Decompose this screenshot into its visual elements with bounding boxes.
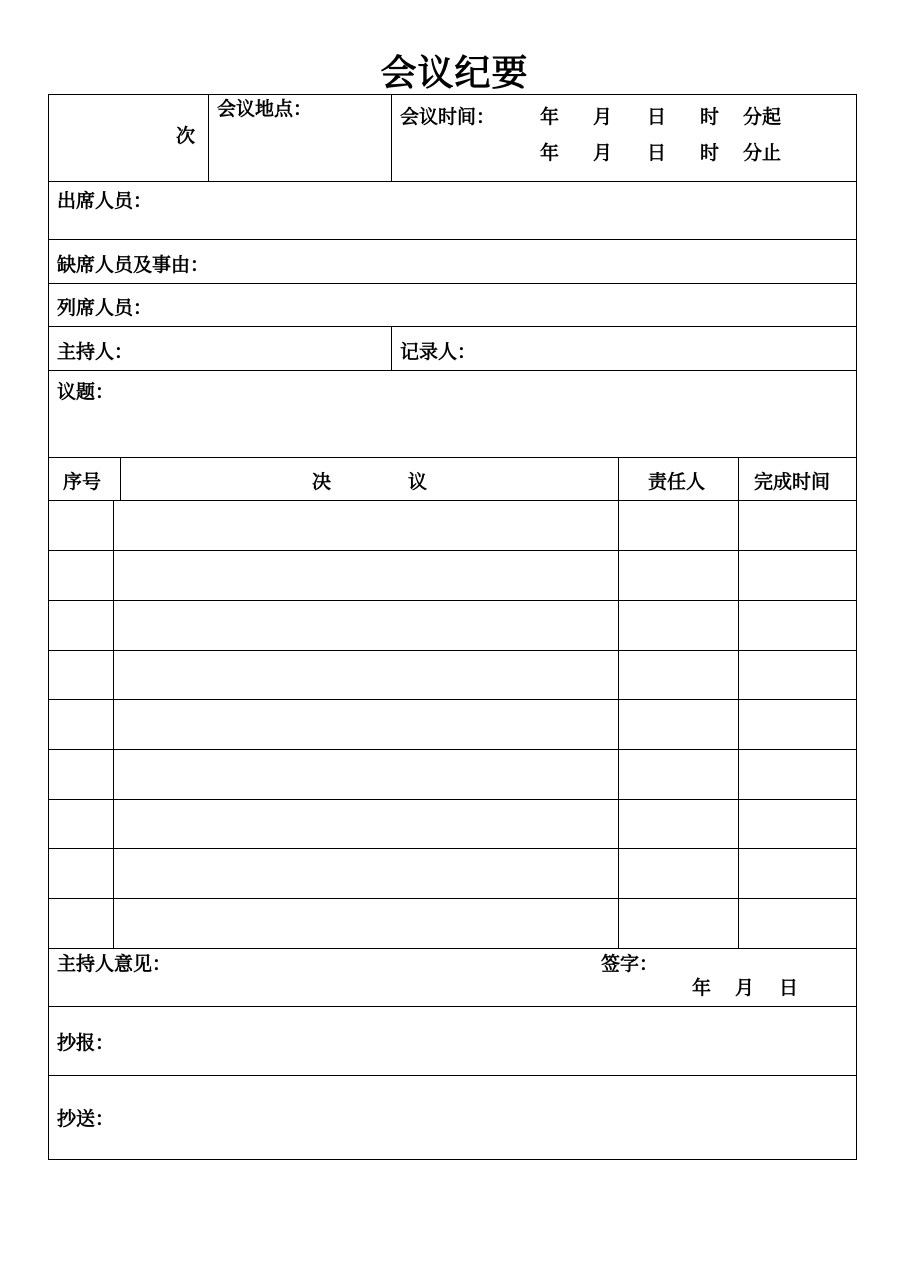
topic-label: 议题： (57, 381, 115, 403)
sign-month: 月 (735, 977, 755, 999)
col-owner-header: 责任人 (648, 471, 706, 493)
start-minute: 分起 (743, 106, 782, 128)
observers-label: 列席人员： (57, 297, 153, 319)
border-bottom (48, 1159, 857, 1160)
rule (48, 283, 857, 284)
attendees-label: 出席人员： (57, 190, 153, 212)
rule (48, 799, 857, 800)
border-top (48, 94, 857, 95)
end-day: 日 (647, 142, 667, 164)
rule (48, 457, 857, 458)
rule (48, 600, 857, 601)
rule (48, 326, 857, 327)
rule (738, 457, 739, 949)
rule (48, 650, 857, 651)
end-year: 年 (540, 142, 560, 164)
sign-year: 年 (692, 977, 712, 999)
rule (48, 1075, 857, 1076)
end-minute: 分止 (743, 142, 782, 164)
rule (48, 948, 857, 949)
start-month: 月 (593, 106, 613, 128)
start-hour: 时 (700, 106, 720, 128)
rule (48, 1006, 857, 1007)
col-decision-header-2: 议 (408, 471, 428, 493)
meeting-minutes-form (48, 94, 857, 1160)
recorder-label: 记录人： (400, 341, 477, 363)
copy-to-label: 抄送： (57, 1108, 115, 1130)
absentees-label: 缺席人员及事由： (57, 254, 210, 276)
col-no-header: 序号 (63, 471, 102, 493)
rule (391, 326, 392, 371)
rule (48, 500, 857, 501)
end-month: 月 (593, 142, 613, 164)
rule (48, 239, 857, 240)
rule (113, 500, 114, 949)
rule (48, 749, 857, 750)
rule (48, 550, 857, 551)
host-opinion-label: 主持人意见： (57, 953, 172, 975)
rule (208, 94, 209, 182)
session-suffix: 次 (176, 125, 196, 147)
border-left (48, 94, 49, 1160)
rule (48, 370, 857, 371)
rule (48, 898, 857, 899)
report-to-label: 抄报： (57, 1032, 115, 1054)
start-year: 年 (540, 106, 560, 128)
host-label: 主持人： (57, 341, 134, 363)
end-hour: 时 (700, 142, 720, 164)
rule (391, 94, 392, 182)
location-label: 会议地点： (217, 98, 313, 120)
rule (48, 699, 857, 700)
signature-label: 签字： (601, 953, 659, 975)
rule (120, 457, 121, 501)
rule (618, 457, 619, 949)
rule (48, 181, 857, 182)
rule (48, 848, 857, 849)
border-right (856, 94, 857, 1160)
time-label: 会议时间： (400, 106, 496, 128)
col-due-header: 完成时间 (754, 471, 831, 493)
start-day: 日 (647, 106, 667, 128)
page-title: 会议纪要 (380, 53, 529, 94)
sign-day: 日 (779, 977, 799, 999)
col-decision-header-1: 决 (312, 471, 332, 493)
